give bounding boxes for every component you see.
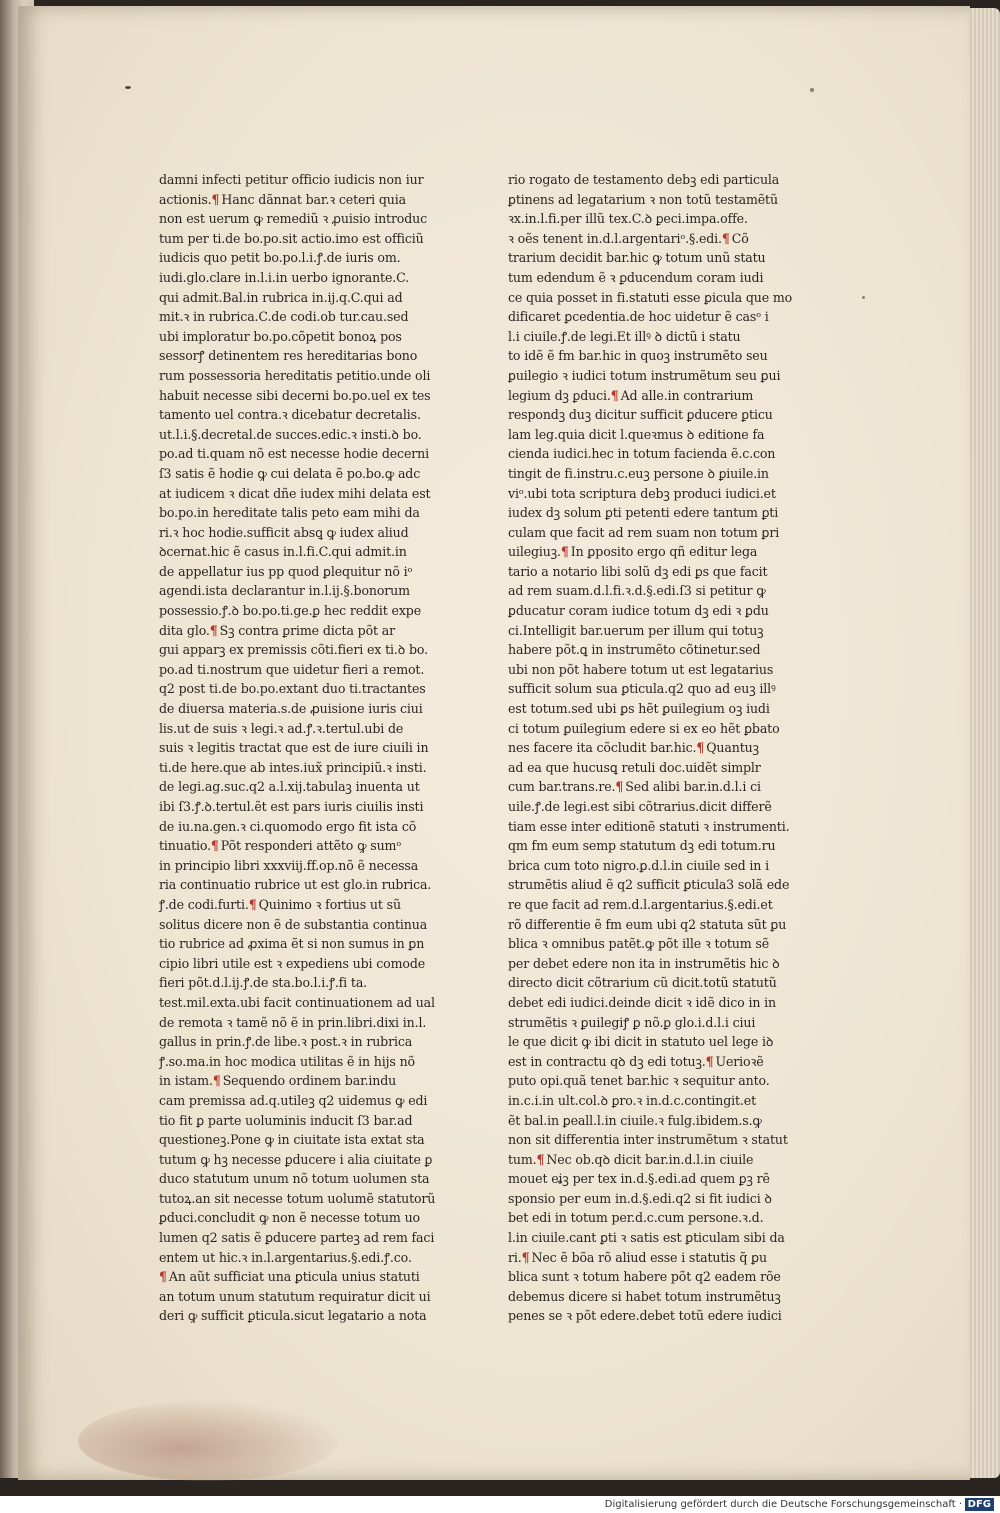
line-text: actionis. (159, 191, 212, 207)
text-line (508, 1267, 781, 1287)
line-text: cipio libri utile est ꝛ expediens ubi comode (159, 955, 426, 971)
line-text: ria continuatio rubrice ut est glo.in rubrica. (159, 877, 432, 893)
text-line (508, 386, 763, 406)
text-line (159, 738, 429, 758)
text-line (159, 973, 404, 993)
text-line (508, 248, 766, 268)
line-text: sufficit solum sua ꝑticula.q2 quo ad euꝫ illꝰ (508, 681, 776, 697)
text-line (508, 1071, 770, 1091)
line-text: Nec ẽ bõa rõ aliud esse i statutis q̃ ꝑu (531, 1249, 767, 1265)
text-line (508, 1032, 774, 1052)
line-text: uilegiuꝫ. (508, 544, 561, 560)
text-line (508, 523, 780, 543)
line-text: tinuatio. (159, 838, 211, 854)
text-line (508, 425, 763, 445)
text-line (159, 1111, 413, 1131)
text-line (159, 895, 404, 915)
line-text: ci.Intelligit bar.uerum per illum qui totuꝫ (508, 622, 764, 638)
text-line (159, 1091, 428, 1111)
text-line (159, 1248, 412, 1268)
line-text: mouet eiꝫ per tex in.d.§.edi.ad quem ꝑꝫ rẽ (508, 1171, 770, 1187)
line-text: culam que facit ad rem suam non totum ꝑri (508, 524, 780, 540)
line-text: Sed alibi bar.in.d.l.i ci (625, 779, 761, 795)
text-line (508, 993, 776, 1013)
line-text: ꝑuilegio ꝛ iudici totum instrumẽtum seu ꝑui (508, 367, 781, 383)
line-text: iudex dꝫ solum ꝑti petenti edere tantum ꝑti (508, 505, 779, 521)
text-line (508, 719, 780, 739)
line-text: po.ad ti.nostrum que uidetur fieri a remot. (159, 661, 425, 677)
text-line (159, 1130, 425, 1150)
line-text: lam leg.quia dicit l.queꝛmus ꝺ editione fa (508, 426, 765, 442)
line-text: sponsio per eum in.d.§.edi.q2 si fit iudici ꝺ (508, 1190, 772, 1206)
text-line (508, 1208, 763, 1228)
line-text: Uerioꝛẽ (715, 1053, 764, 1069)
line-text: l.i ciuile.ꝭ.de legi.Et illꝰ ꝺ dictũ i statu (508, 328, 741, 344)
line-text: Sequendo ordinem bar.indu (222, 1073, 397, 1089)
line-text: de diuersa materia.s.de ꝓuisione iuris ciui (159, 701, 423, 717)
line-text: Põt responderi attẽto ꝙ sumᵒ (220, 838, 402, 854)
text-line (159, 405, 421, 425)
text-line (508, 640, 763, 660)
line-text: to idẽ ẽ fm bar.hic in quoꝫ instrumẽto seu (508, 348, 768, 364)
paragraph-mark-icon: ¶ (159, 1269, 167, 1285)
text-line (508, 542, 763, 562)
text-line (508, 1228, 785, 1248)
line-text: ꝑducatur coram iudice totum dꝫ edi ꝛ ꝑdu (508, 603, 769, 619)
line-text: dita glo. (159, 622, 210, 638)
text-line (508, 679, 776, 699)
text-line (159, 1169, 430, 1189)
line-text: ut.l.i.§.decretal.de succes.edic.ꝛ insti.ꝺ bo. (159, 426, 422, 442)
text-line (508, 758, 763, 778)
line-text: fieri põt.d.l.ij.ꝭ.de sta.bo.l.i.ꝭ.fi ta. (159, 975, 368, 991)
text-line (159, 1189, 436, 1209)
line-text: non est uerum ꝙ remediũ ꝛ ꝓuisio introduc (159, 211, 428, 227)
line-text: qui admit.Bal.in rubrica in.ij.q.C.qui ad (159, 289, 403, 305)
line-text: in principio libri xxxviij.ff.op.nõ ẽ necessa (159, 857, 419, 873)
line-text: Quinimo ꝛ fortius ut sũ (258, 896, 401, 912)
text-line (159, 366, 431, 386)
line-text: de remota ꝛ tamẽ nõ ẽ in prin.libri.dixi in.l. (159, 1014, 427, 1030)
text-line (159, 1287, 431, 1307)
text-line (508, 777, 763, 797)
line-text: qm fm eum semp statutum dꝫ edi totum.ru (508, 838, 776, 854)
paragraph-mark-icon: ¶ (210, 838, 219, 854)
line-text: habere põt.ꝗ in instrumẽto cõtinetur.sed (508, 642, 761, 658)
line-text: lumen q2 satis ẽ ꝑducere parteꝫ ad rem faci (159, 1230, 435, 1246)
line-text: ad rem suam.d.l.fi.ꝛ.d.§.edi.ſ3 si petitur ꝙ (508, 583, 766, 599)
line-text: ti.de here.que ab intes.iux̃ principiũ.ꝛ insti. (159, 759, 427, 775)
line-text: iudicis quo petit bo.po.l.i.ꝭ.de iuris om. (159, 250, 401, 266)
text-line (508, 327, 763, 347)
line-text: directo dicit cõtrarium cũ dicit.totũ statutũ (508, 975, 777, 991)
text-line (159, 523, 409, 543)
line-text: rio rogato de testamento debꝫ edi particula (508, 172, 780, 187)
line-text: cam premissa ad.q.utileꝫ q2 uidemus ꝙ edi (159, 1092, 428, 1108)
text-line (508, 484, 776, 504)
line-text: Sꝫ contra ꝑrime dicta põt ar (219, 622, 395, 638)
dfg-logo: DFG (965, 1498, 994, 1511)
text-line (508, 797, 772, 817)
text-line (159, 640, 428, 660)
line-text: ꝭ.de codi.furti. (159, 896, 249, 912)
text-line (508, 562, 768, 582)
line-text: habuit necesse sibi decerni bo.po.uel ex tes (159, 387, 431, 403)
line-text: debemus dicere si habet totum instrumẽtuꝫ (508, 1288, 781, 1304)
footer-bar (0, 1496, 1000, 1513)
line-text: ri.ꝛ hoc hodie.sufficit absꝗ ꝙ iudex aliud (159, 524, 409, 540)
text-line (159, 1032, 413, 1052)
line-text: de legi.ag.suc.q2 a.l.xij.tabulaꝫ inuenta ut (159, 779, 420, 795)
paragraph-mark-icon: ¶ (209, 622, 218, 638)
line-text: sessorꝭ detinentem res hereditarias bono (159, 348, 418, 364)
line-text: Cõ (731, 230, 749, 246)
paragraph-mark-icon: ¶ (248, 896, 257, 912)
line-text: test.mil.exta.ubi facit continuationem ad ual (159, 994, 435, 1010)
line-text: lis.ut de suis ꝛ legi.ꝛ ad.ꝭ.ꝛ.tertul.ubi de (159, 720, 404, 736)
text-line (159, 836, 404, 856)
line-text: tamento uel contra.ꝛ dicebatur decretalis. (159, 407, 421, 423)
line-text: tum. (508, 1151, 537, 1167)
line-text: iudi.glo.clare in.l.i.in uerbo ignorante.C. (159, 269, 410, 285)
text-line (508, 836, 776, 856)
line-text: de appellatur ius pp quod ꝑlequitur nõ iᵒ (159, 563, 413, 579)
text-line (508, 1091, 763, 1111)
text-line (159, 1013, 427, 1033)
text-line (159, 856, 419, 876)
text-line (508, 621, 763, 641)
text-line (508, 973, 777, 993)
line-text: tio rubrice ad ꝓxima ẽt si non sumus in ꝑn (159, 936, 425, 952)
line-text: duco statutum unum nõ totum uolumen sta (159, 1171, 430, 1187)
line-text: rõ differentie ẽ fm eum ubi q2 statuta sũt ꝑu (508, 916, 787, 932)
paragraph-mark-icon: ¶ (610, 387, 619, 403)
line-text: ubi imploratur bo.po.cõpetit bonoꝝ pos (159, 328, 402, 344)
line-text: tutum ꝙ hꝫ necesse ꝑducere i alia ciuitate ꝑ (159, 1151, 433, 1167)
line-text: po.ad ti.quam nõ est necesse hodie decerni (159, 446, 429, 462)
text-line (159, 503, 420, 523)
text-line (508, 366, 781, 386)
text-line (508, 268, 763, 288)
text-line (159, 1208, 420, 1228)
text-line (508, 405, 773, 425)
text-line (508, 817, 790, 837)
footer-credit: Digitalisierung gefördert durch die Deutsche Forschungsgemeinschaft · (604, 1499, 962, 1510)
text-line (508, 601, 769, 621)
text-line (508, 581, 766, 601)
text-line (508, 934, 770, 954)
line-text: ꝑtinens ad legatarium ꝛ non totũ testamẽtũ (508, 191, 778, 207)
line-text: tario a notario libi solũ dꝫ edi ꝑs que facit (508, 563, 768, 579)
text-line (159, 484, 431, 504)
line-text: Quantuꝫ (706, 740, 759, 756)
text-line (159, 915, 428, 935)
paragraph-mark-icon: ¶ (705, 1053, 714, 1069)
text-line (159, 288, 404, 308)
text-line (508, 1248, 767, 1268)
text-line (159, 444, 429, 464)
line-text: An aũt sufficiat una ꝑticula unius statuti (168, 1269, 420, 1285)
line-text: Hanc dãnnat bar.ꝛ ceteri quia (221, 191, 407, 207)
line-text: in istam. (159, 1073, 213, 1089)
text-line (159, 1267, 420, 1287)
line-text: an totum unum statutum requiratur dicit ui (159, 1288, 431, 1304)
text-line (508, 1130, 788, 1150)
line-text: cum bar.trans.re. (508, 779, 616, 795)
line-text: gui apparꝫ ex premissis cõti.fieri ex ti.ꝺ bo. (159, 642, 428, 658)
line-text: mit.ꝛ in rubrica.C.de codi.ob tur.cau.sed (159, 309, 409, 325)
text-line (508, 856, 769, 876)
text-line (508, 170, 780, 190)
line-text: de iu.na.gen.ꝛ ci.quomodo ergo fit ista cõ (159, 818, 417, 834)
text-line (159, 190, 407, 210)
line-text: tum edendum ẽ ꝛ ꝑducendum coram iudi (508, 269, 764, 285)
text-line (508, 954, 780, 974)
paper-speck (810, 88, 814, 92)
line-text: q2 post ti.de bo.po.extant duo ti.tractantes (159, 681, 426, 697)
line-text: strumẽtis aliud ẽ q2 sufficit ꝑticula3 solã ede (508, 877, 790, 893)
text-line (159, 1228, 435, 1248)
line-text: Nec ob.qꝺ dicit bar.in.d.l.in ciuile (546, 1151, 754, 1167)
text-line (159, 425, 422, 445)
text-line (508, 229, 763, 249)
line-text: deri ꝙ sufficit ꝑticula.sicut legatario a nota (159, 1308, 427, 1324)
text-line (159, 601, 421, 621)
paragraph-mark-icon: ¶ (521, 1249, 530, 1265)
line-text: ci totum ꝑuilegium edere si ex eo hẽt ꝑbato (508, 720, 780, 736)
text-line (159, 777, 420, 797)
text-line (508, 464, 769, 484)
line-text: ad ea que hucusꝗ retuli doc.uidẽt simplr (508, 759, 761, 775)
paragraph-mark-icon: ¶ (615, 779, 624, 795)
text-line (159, 464, 421, 484)
paper-speck (125, 86, 131, 89)
line-text: ri. (508, 1249, 522, 1265)
line-text: ꝛ oẽs tenent in.d.l.argentariᵒ.§.edi. (508, 230, 722, 246)
text-line (508, 1111, 763, 1131)
line-text: solitus dicere non ẽ de substantia continua (159, 916, 428, 932)
text-line (159, 170, 424, 190)
line-text: uile.ꝭ.de legi.est sibi cõtrarius.dicit differẽ (508, 799, 772, 814)
paper-speck (862, 296, 865, 299)
text-line (508, 738, 763, 758)
text-line (159, 679, 426, 699)
paragraph-mark-icon: ¶ (212, 1073, 221, 1089)
line-text: ubi non põt habere totum ut est legatarius (508, 661, 774, 677)
text-line (508, 503, 779, 523)
paragraph-mark-icon: ¶ (560, 544, 569, 560)
line-text: dificaret ꝑcedentia.de hoc uidetur ẽ casᵒ i (508, 309, 769, 325)
left-text-column (159, 170, 436, 1326)
line-text: blica ꝛ omnibus patẽt.ꝙ põt ille ꝛ totum sẽ (508, 936, 770, 952)
line-text: in.c.i.in ult.col.ꝺ ꝑro.ꝛ in.d.c.contingit.et (508, 1092, 757, 1108)
text-line (508, 875, 790, 895)
line-text: legium dꝫ ꝑduci. (508, 387, 611, 403)
line-text: damni infecti petitur officio iudicis non iur (159, 172, 424, 187)
line-text: ꝺcernat.hic ẽ casus in.l.fi.C.qui admit.in (159, 544, 407, 560)
text-line (159, 934, 425, 954)
text-line (508, 1150, 763, 1170)
text-line (159, 386, 431, 406)
line-text: per debet edere non ita in instrumẽtis hic ꝺ (508, 955, 780, 971)
line-text: gallus in prin.ꝭ.de libe.ꝛ post.ꝛ in rubrica (159, 1034, 413, 1050)
line-text: tingit de fi.instru.c.euꝫ persone ꝺ ꝑiuile.in (508, 465, 769, 481)
text-line (159, 758, 427, 778)
text-line (159, 660, 425, 680)
line-text: tum per ti.de bo.po.sit actio.imo est officiũ (159, 230, 424, 246)
page-stack-edge (968, 8, 1000, 1478)
line-text: penes se ꝛ põt edere.debet totũ edere iudici (508, 1308, 782, 1324)
line-text: ꝑduci.concludit ꝙ non ẽ necesse totum uo (159, 1210, 420, 1226)
text-line (159, 327, 404, 347)
paragraph-mark-icon: ¶ (696, 740, 705, 756)
text-line (508, 288, 793, 308)
paragraph-mark-icon: ¶ (721, 230, 730, 246)
text-line (159, 562, 413, 582)
line-text: est in contractu qꝺ dꝫ edi totuꝫ. (508, 1053, 706, 1069)
line-text: re que facit ad rem.d.l.argentarius.§.edi.et (508, 896, 773, 912)
text-line (159, 719, 404, 739)
text-line (159, 954, 426, 974)
text-line (508, 1287, 781, 1307)
text-line (508, 346, 768, 366)
line-text: cienda iudici.hec in totum facienda ẽ.c.con (508, 446, 776, 462)
line-text: agendi.ista declarantur in.l.ij.§.bonorum (159, 583, 410, 599)
text-line (508, 1189, 772, 1209)
line-text: est totum.sed ubi ꝑs hẽt ꝑuilegium oꝫ iudi (508, 701, 770, 717)
text-line (508, 307, 769, 327)
paragraph-mark-icon: ¶ (211, 191, 220, 207)
line-text: ce quia posset in fi.statuti esse ꝑicula que mo (508, 289, 793, 305)
paragraph-mark-icon: ¶ (536, 1151, 545, 1167)
right-text-column (508, 170, 793, 1326)
text-line (508, 1013, 763, 1033)
text-line (159, 1150, 433, 1170)
text-line (159, 875, 432, 895)
text-line (508, 895, 773, 915)
text-line (159, 1306, 427, 1326)
text-line (159, 209, 428, 229)
text-line (159, 1071, 404, 1091)
line-text: ꝛx.in.l.fi.per illũ tex.C.ꝺ ꝑeci.impa.offe. (508, 211, 748, 227)
text-line (508, 444, 776, 464)
text-line (159, 797, 424, 817)
text-line (159, 1052, 415, 1072)
line-text: strumẽtis ꝛ ꝑuilegiꝭ ꝑ nõ.ꝑ glo.i.d.l.i ciui (508, 1014, 756, 1030)
line-text: suis ꝛ legitis tractat que est de iure ciuili in (159, 740, 429, 756)
text-line (159, 346, 418, 366)
line-text: ſ3 satis ẽ hodie ꝙ cui delata ẽ po.bo.ꝙ adc (159, 465, 421, 481)
line-text: viᵒ.ubi tota scriptura debꝫ produci iudici.et (508, 485, 776, 501)
line-text: puto opi.quã tenet bar.hic ꝛ sequitur anto. (508, 1073, 770, 1089)
text-line (159, 699, 423, 719)
line-text: brica cum toto nigro.ꝑ.d.l.in ciuile sed in i (508, 857, 769, 873)
line-text: blica sunt ꝛ totum habere põt q2 eadem rõe (508, 1269, 781, 1285)
text-line (159, 307, 409, 327)
water-stain (78, 1401, 338, 1481)
text-line (508, 660, 774, 680)
text-line (508, 1169, 770, 1189)
line-text: ẽt bal.in ꝑeall.l.in ciuile.ꝛ fulg.ibidem.s.ꝙ (508, 1112, 762, 1128)
text-line (159, 268, 410, 288)
line-text: entem ut hic.ꝛ in.l.argentarius.§.edi.ꝭ.co. (159, 1249, 412, 1265)
line-text: respondꝫ duꝫ dicitur sufficit ꝑducere ꝑticu (508, 407, 773, 423)
line-text: debet edi iudici.deinde dicit ꝛ idẽ dico in in (508, 994, 776, 1010)
text-line (159, 817, 417, 837)
text-line (159, 621, 404, 641)
text-line (508, 209, 763, 229)
line-text: non sit differentia inter instrumẽtum ꝛ statut (508, 1132, 788, 1148)
line-text: rum possessoria hereditatis petitio.unde oli (159, 367, 431, 383)
text-line (508, 1306, 782, 1326)
line-text: Ad alle.in contrarium (620, 387, 754, 403)
line-text: questioneꝫ.Pone ꝙ in ciuitate ista extat sta (159, 1132, 425, 1148)
text-line (159, 248, 404, 268)
line-text: at iudicem ꝛ dicat dñe iudex mihi delata est (159, 485, 431, 501)
text-line (159, 229, 424, 249)
line-text: tutoꝝ.an sit necesse totum uolumẽ statutorũ (159, 1190, 436, 1206)
line-text: tio fit ꝑ parte uoluminis inducit ſ3 bar.ad (159, 1112, 413, 1128)
text-line (159, 542, 407, 562)
text-line (508, 699, 770, 719)
line-text: In ꝑposito ergo qñ editur lega (570, 544, 758, 560)
line-text: bet edi in totum per.d.c.cum persone.ꝛ.d. (508, 1210, 764, 1226)
text-line (159, 993, 435, 1013)
text-line (159, 581, 410, 601)
text-line (508, 1052, 763, 1072)
line-text: trarium decidit bar.hic ꝙ totum unũ statu (508, 250, 766, 266)
line-text: l.in ciuile.cant ꝑti ꝛ satis est ꝑticulam sibi da (508, 1230, 785, 1246)
line-text: possessio.ꝭ.ꝺ bo.po.ti.ge.ꝑ hec reddit expe (159, 603, 421, 619)
line-text: le que dicit ꝙ ibi dicit in statuto uel lege iꝺ (508, 1034, 774, 1050)
text-line (508, 915, 787, 935)
line-text: ꝭ.so.ma.in hoc modica utilitas ẽ in hijs nõ (159, 1053, 415, 1069)
line-text: ibi ſ3.ꝭ.ꝺ.tertul.ẽt est pars iuris ciuilis insti (159, 799, 424, 814)
line-text: bo.po.in hereditate talis peto eam mihi da (159, 505, 420, 521)
line-text: nes facere ita cõcludit bar.hic. (508, 740, 697, 756)
text-line (508, 190, 778, 210)
line-text: tiam esse inter editionẽ statuti ꝛ instrumenti. (508, 818, 790, 834)
